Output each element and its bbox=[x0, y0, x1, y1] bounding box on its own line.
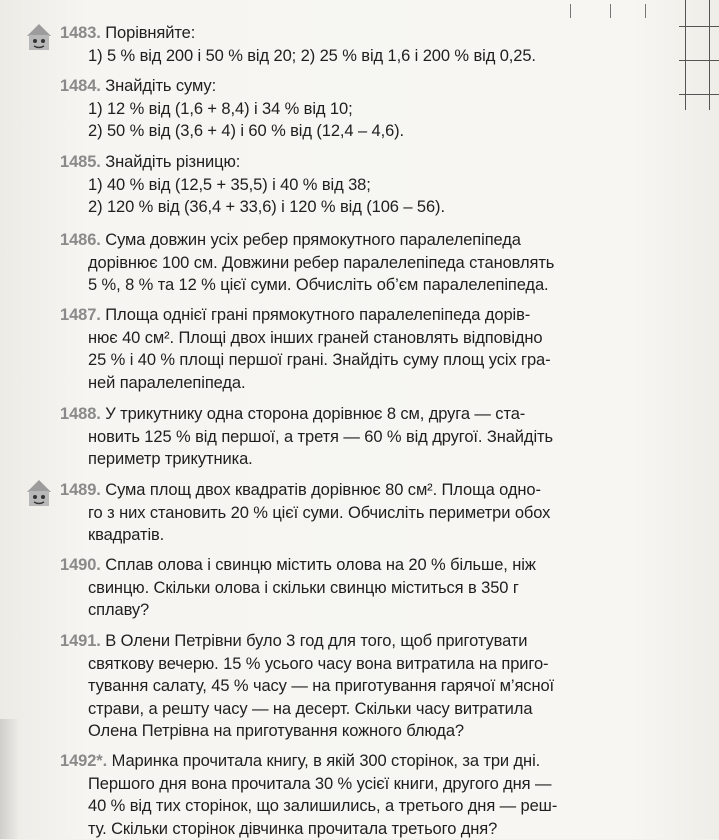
problem-text: Олена Петрівна на приготування кожного блюда? bbox=[60, 720, 554, 743]
problem-text: 25 % і 40 % площі першої грані. Знайдіть суму площ усіх гра- bbox=[60, 349, 551, 372]
problem-text: сплаву? bbox=[60, 599, 536, 622]
problem-1485 bbox=[60, 151, 445, 219]
problem-text: 1) 12 % від (1,6 + 8,4) і 34 % від 10; bbox=[60, 98, 404, 121]
problem-text: 2) 120 % від (36,4 + 33,6) і 120 % від (106 – 56). bbox=[60, 196, 445, 219]
problem-text: Порівняйте: bbox=[105, 24, 195, 42]
problem-1491 bbox=[60, 630, 554, 743]
problem-text: Сплав олова і свинцю містить олова на 20 % більше, ніж bbox=[105, 556, 535, 574]
problem-text: периметр трикутника. bbox=[60, 448, 553, 471]
problem-number: 1485. bbox=[60, 153, 101, 171]
problem-text: Першого дня вона прочитала 30 % усієї книги, другого дня — bbox=[60, 773, 557, 796]
problem-text: тування салату, 45 % часу — на приготування гарячої м’ясної bbox=[60, 675, 554, 698]
problem-text: 5 %, 8 % та 12 % цієї суми. Обчисліть об’єм паралелепіпеда. bbox=[60, 274, 554, 297]
problem-1486 bbox=[60, 229, 554, 297]
problem-text: В Олени Петрівни було 3 год для того, щоб приготувати bbox=[105, 632, 527, 650]
problem-text: нює 40 см². Площі двох інших граней становлять відповідно bbox=[60, 327, 551, 350]
problem-text: го з них становить 20 % цієї суми. Обчисліть периметри обох bbox=[60, 502, 550, 525]
problem-1489 bbox=[60, 479, 550, 547]
problem-text: страви, а решту часу — на десерт. Скільки часу витратила bbox=[60, 698, 554, 721]
problem-text: ней паралелепіпеда. bbox=[60, 372, 551, 395]
problem-number: 1491. bbox=[60, 632, 101, 650]
problem-text: У трикутнику одна сторона дорівнює 8 см, друга — ста- bbox=[105, 405, 525, 423]
problem-number: 1489. bbox=[60, 481, 101, 499]
problem-text: Знайдіть різницю: bbox=[105, 153, 240, 171]
problem-number: 1486. bbox=[60, 231, 101, 249]
problem-number: 1484. bbox=[60, 77, 101, 95]
problem-1487 bbox=[60, 304, 551, 394]
problem-text: Сума довжин усіх ребер прямокутного паралелепіпеда bbox=[105, 231, 521, 249]
problem-number: 1487. bbox=[60, 306, 101, 324]
problem-text: Сума площ двох квадратів дорівнює 80 см². Площа одно- bbox=[105, 481, 541, 499]
problem-text: 1) 40 % від (12,5 + 35,5) і 40 % від 38; bbox=[60, 174, 445, 197]
problem-text: Знайдіть суму: bbox=[105, 77, 216, 95]
grid-fragment bbox=[679, 0, 719, 110]
problem-text: 2) 50 % від (3,6 + 4) і 60 % від (12,4 – 4,6). bbox=[60, 120, 404, 143]
problem-text: ту. Скільки сторінок дівчинка прочитала третього дня? bbox=[60, 818, 557, 840]
problem-1492 bbox=[60, 750, 557, 840]
problem-1484 bbox=[60, 75, 404, 143]
problem-number: 1490. bbox=[60, 556, 101, 574]
problem-text: святкову вечерю. 15 % усього часу вона витратила на приго- bbox=[60, 653, 554, 676]
problem-number: 1483. bbox=[60, 24, 101, 42]
problem-text: Маринка прочитала книгу, в якій 300 сторінок, за три дні. bbox=[112, 752, 541, 770]
problem-number: 1488. bbox=[60, 405, 101, 423]
top-edge-marks bbox=[570, 4, 680, 20]
home-task-icon bbox=[26, 478, 52, 508]
problem-number: 1492*. bbox=[60, 752, 107, 770]
problem-text: Площа однієї грані прямокутного паралелепіпеда дорів- bbox=[105, 306, 530, 324]
problem-text: свинцю. Скільки олова і скільки свинцю міститься в 350 г bbox=[60, 577, 536, 600]
problem-1483 bbox=[60, 22, 536, 67]
problem-1490 bbox=[60, 554, 536, 622]
problem-1488 bbox=[60, 403, 553, 471]
home-task-icon bbox=[26, 22, 52, 52]
problem-text: дорівнює 100 см. Довжини ребер паралелепіпеда становлять bbox=[60, 252, 554, 275]
problem-text: 40 % від тих сторінок, що залишились, а третього дня — реш- bbox=[60, 795, 557, 818]
page-shadow bbox=[0, 719, 20, 839]
problem-text: квадратів. bbox=[60, 524, 550, 547]
problem-text: новить 125 % від першої, а третя — 60 % від другої. Знайдіть bbox=[60, 426, 553, 449]
problem-text: 1) 5 % від 200 і 50 % від 20; 2) 25 % від 1,6 і 200 % від 0,25. bbox=[60, 45, 536, 68]
